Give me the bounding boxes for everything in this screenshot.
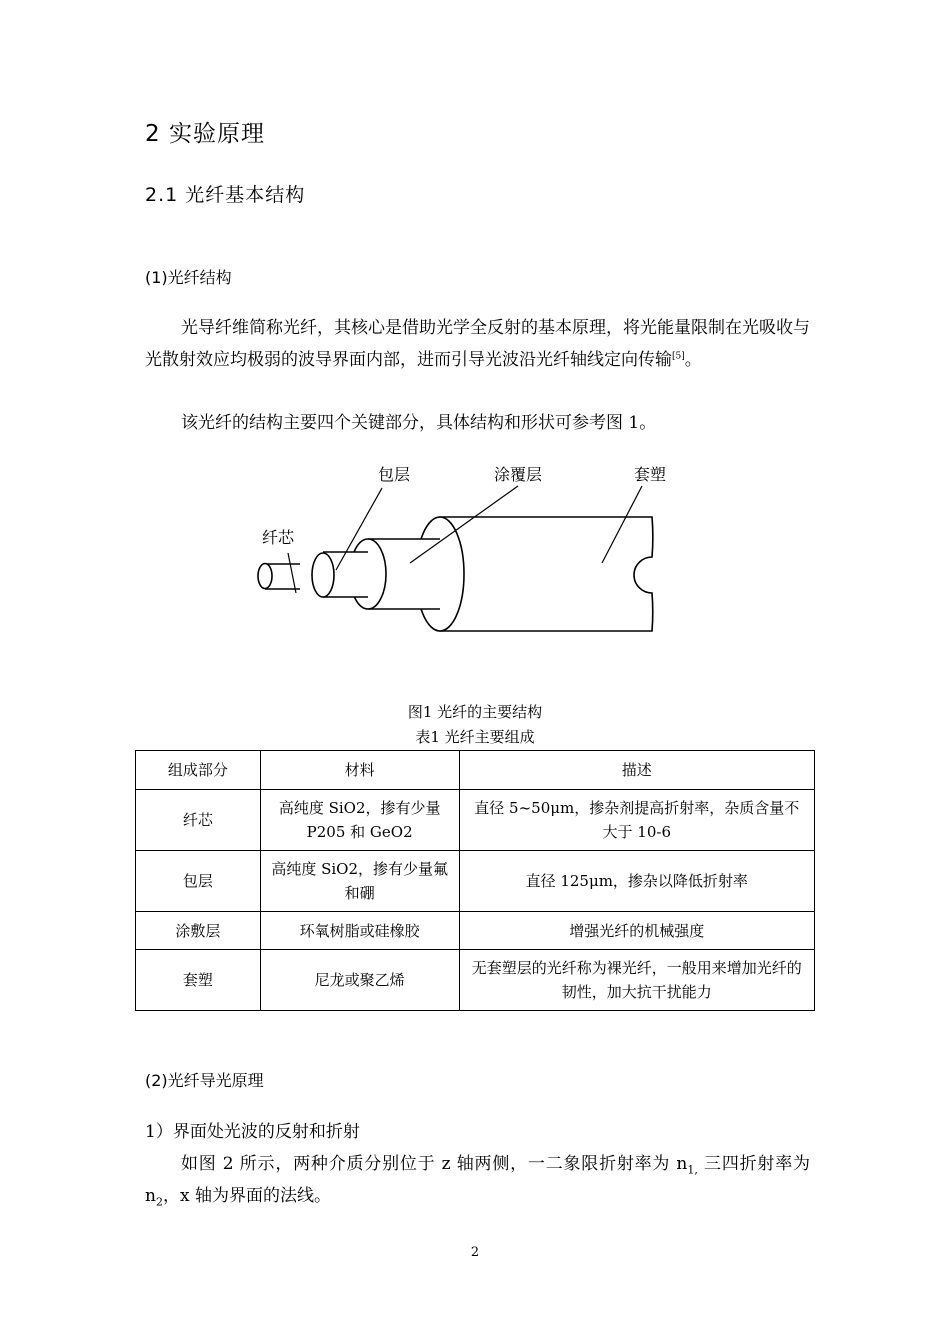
section-heading: 2 实验原理 <box>145 121 265 147</box>
media-text-a: 如图 2 所示，两种介质分别位于 z 轴两侧，一二象限折射率为 n <box>181 1154 688 1174</box>
table-row <box>136 950 815 1011</box>
cell-material: 环氧树脂或硅橡胶 <box>260 912 459 950</box>
label-cladding: 包层 <box>378 465 411 484</box>
cell-material: 尼龙或聚乙烯 <box>260 950 459 1011</box>
n1-subscript: 1, <box>687 1163 698 1177</box>
subsection-heading: 2.1 光纤基本结构 <box>145 184 306 206</box>
table-caption: 表1 光纤主要组成 <box>415 728 535 746</box>
table-row <box>136 912 815 950</box>
cell-description: 无套塑层的光纤称为裸光纤，一般用来增加光纤的韧性，加大抗干扰能力 <box>459 950 814 1011</box>
cell-description: 直径 5~50μm，掺杂剂提高折射率，杂质含量不大于 10-6 <box>459 790 814 851</box>
cell-part: 包层 <box>136 851 261 912</box>
core-end <box>258 564 272 589</box>
label-core: 纤芯 <box>262 528 295 547</box>
table-header-row <box>136 751 815 790</box>
table-row <box>136 790 815 851</box>
media-text-b: 三四折射率为 n <box>145 1154 810 1206</box>
header-part: 组成部分 <box>136 751 261 790</box>
citation: [5] <box>672 351 685 362</box>
paragraph-intro <box>145 312 810 376</box>
label-jacket: 套塑 <box>634 465 667 484</box>
intro-text: 光导纤维简称光纤，其核心是借助光学全反射的基本原理，将光能量限制在光吸收与光散射效应均极弱的波导界面内部，进而引导光波沿光纤轴线定向传输 <box>145 318 810 370</box>
figure-caption: 图1 光纤的主要结构 <box>407 703 543 721</box>
jacket-shape <box>440 517 653 631</box>
cell-part: 纤芯 <box>136 790 261 851</box>
cell-part: 涂敷层 <box>136 912 261 950</box>
cell-material: 高纯度 SiO2，掺有少量P205 和 GeO2 <box>260 790 459 851</box>
paragraph-media <box>145 1148 810 1212</box>
cell-description: 增强光纤的机械强度 <box>459 912 814 950</box>
header-material: 材料 <box>260 751 459 790</box>
cell-material: 高纯度 SiO2，掺有少量氟和硼 <box>260 851 459 912</box>
paragraph-structure: 该光纤的结构主要四个关键部分，具体结构和形状可参考图 1。 <box>181 413 657 433</box>
cladding-end <box>312 553 334 597</box>
fiber-structure-figure <box>250 455 690 655</box>
intro-end: 。 <box>684 350 702 370</box>
label-coating: 涂覆层 <box>494 465 543 484</box>
cell-part: 套塑 <box>136 950 261 1011</box>
table-row <box>136 851 815 912</box>
list-item-reflection: 1）界面处光波的反射和折射 <box>145 1122 360 1142</box>
page-number: 2 <box>470 1245 480 1260</box>
cell-description: 直径 125μm，掺杂以降低折射率 <box>459 851 814 912</box>
media-text-c: ，x 轴为界面的法线。 <box>162 1186 331 1206</box>
fiber-diagram <box>250 455 690 655</box>
part1-heading: (1)光纤结构 <box>145 268 232 287</box>
part2-heading: (2)光纤导光原理 <box>145 1071 264 1090</box>
n2-subscript: 2 <box>155 1195 163 1209</box>
header-description: 描述 <box>459 751 814 790</box>
composition-table <box>135 750 815 1011</box>
